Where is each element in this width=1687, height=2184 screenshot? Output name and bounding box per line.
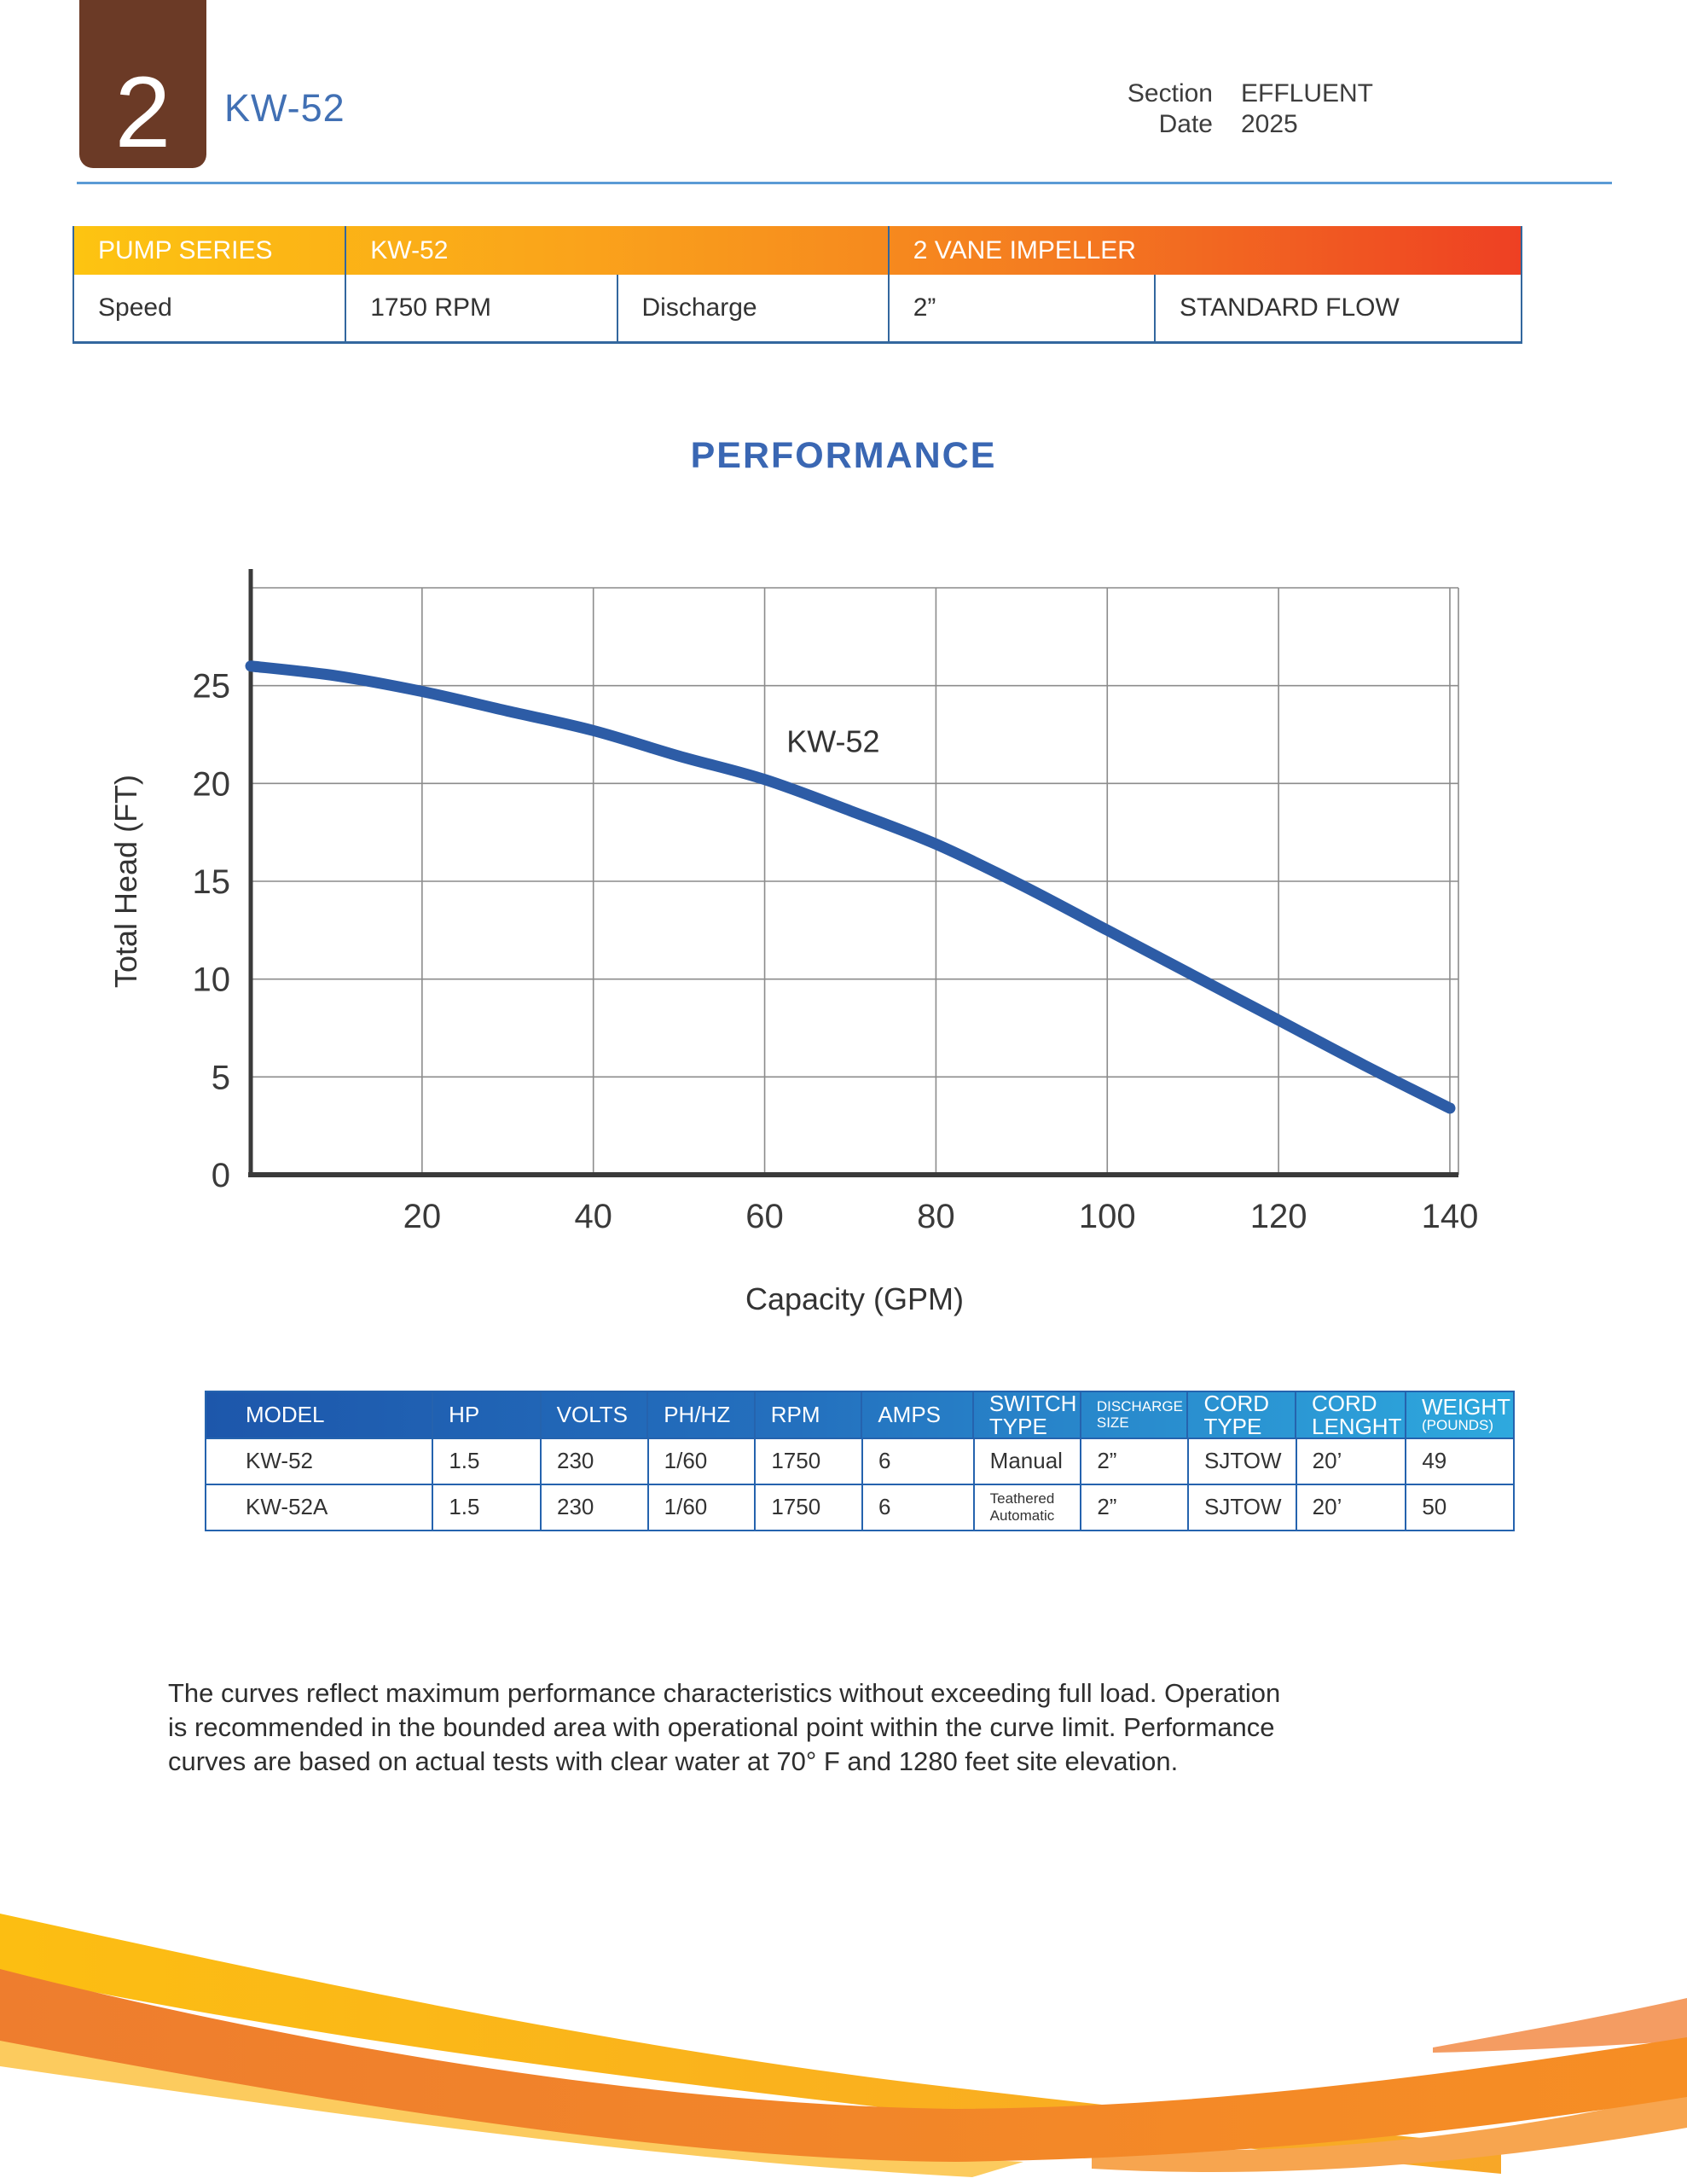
- y-tick-label: 15: [192, 863, 230, 901]
- meta-section-row: [1058, 78, 1373, 109]
- x-tick-label: 140: [1421, 1198, 1479, 1235]
- spec-table-cell: 6: [863, 1439, 975, 1484]
- spec-header-cell: WEIGHT (POUNDS): [1422, 1393, 1510, 1434]
- spec-table-cell: 1.5: [433, 1439, 542, 1484]
- x-tick-label: 40: [574, 1198, 612, 1235]
- x-tick-label: 100: [1078, 1198, 1136, 1235]
- footer-note-line: The curves reflect maximum performance characteristics without exceeding full load. Operation: [168, 1678, 1281, 1708]
- spec-header-cell: MODEL: [206, 1392, 433, 1438]
- spec-table-cell: 2”: [1081, 1485, 1189, 1530]
- date-label: Date: [1158, 110, 1213, 138]
- spec-table-cell: KW-52A: [206, 1485, 433, 1530]
- pump-header-cell: 2 VANE IMPELLER: [913, 235, 1136, 264]
- x-axis-title: Capacity (GPM): [745, 1281, 965, 1316]
- spec-table-cell: 2”: [1081, 1439, 1189, 1484]
- pump-body-cell: STANDARD FLOW: [1180, 293, 1400, 322]
- spec-header-cell: CORD TYPE: [1188, 1392, 1296, 1438]
- section-label: Section: [1127, 79, 1213, 107]
- pump-header-cell: PUMP SERIES: [74, 226, 346, 275]
- spec-table-cell: 1/60: [649, 1485, 757, 1530]
- spec-table-cell: 6: [863, 1485, 975, 1530]
- header-divider-rule: [77, 182, 1612, 184]
- y-axis-title: Total Head (FT): [108, 774, 143, 989]
- spec-header-cell: CORD LENGHT: [1296, 1392, 1406, 1438]
- spec-table-cell: 230: [542, 1485, 649, 1530]
- spec-table-cell: 20’: [1297, 1485, 1407, 1530]
- performance-chart-svg: [102, 556, 1518, 1333]
- pump-summary-body-row: [74, 275, 1521, 341]
- footer-note-line: is recommended in the bounded area with operational point within the curve limit. Performance: [168, 1712, 1275, 1742]
- x-tick-label: 20: [403, 1198, 442, 1235]
- spec-table-rows: [206, 1438, 1513, 1530]
- spec-table-cell: 1/60: [649, 1439, 757, 1484]
- curve-label: KW-52: [786, 723, 880, 759]
- y-tick-label: 10: [192, 961, 230, 999]
- spec-table-cell: 49: [1422, 1448, 1447, 1474]
- spec-table-cell: 1.5: [433, 1485, 542, 1530]
- spec-table: [205, 1391, 1515, 1531]
- page-title: KW-52: [224, 86, 345, 130]
- section-value: EFFLUENT: [1241, 79, 1374, 107]
- spec-table-cell: SJTOW: [1189, 1439, 1297, 1484]
- spec-header-cell: PH/HZ: [648, 1392, 756, 1438]
- pump-summary-header-row: [74, 226, 1521, 275]
- y-tick-label: 5: [211, 1059, 230, 1097]
- spec-table-cell: KW-52: [206, 1439, 433, 1484]
- spec-table-header-row: [206, 1392, 1513, 1438]
- footer-note-line: curves are based on actual tests with clear water at 70° F and 1280 feet site elevation.: [168, 1746, 1179, 1776]
- spec-table-cell: Manual: [975, 1439, 1082, 1484]
- date-value: 2025: [1241, 110, 1298, 138]
- pump-summary-table: [72, 226, 1522, 344]
- x-tick-label: 80: [917, 1198, 955, 1235]
- y-tick-label: 25: [192, 667, 230, 706]
- spec-header-cell: HP: [433, 1392, 542, 1438]
- spec-header-cell: DISCHARGE SIZE: [1081, 1392, 1189, 1438]
- x-tick-label: 60: [745, 1198, 784, 1235]
- performance-chart: [102, 556, 1518, 1333]
- section-number-tab: [79, 0, 206, 168]
- spec-table-cell: 50: [1422, 1494, 1447, 1520]
- pump-body-cell: Speed: [74, 275, 346, 341]
- pump-body-cell: 1750 RPM: [346, 275, 617, 341]
- spec-table-row: [206, 1438, 1513, 1484]
- spec-table-cell: 20’: [1297, 1439, 1407, 1484]
- y-tick-label: 0: [211, 1157, 230, 1194]
- pump-body-cell: Discharge: [618, 275, 890, 341]
- spec-table-cell: 1750: [756, 1439, 863, 1484]
- spec-table-cell: Teathered Automatic: [975, 1485, 1082, 1530]
- meta-date-row: [1058, 109, 1373, 140]
- footer-note: [168, 1676, 1533, 1779]
- spec-header-cell: RPM: [756, 1392, 863, 1438]
- x-tick-label: 120: [1249, 1198, 1307, 1235]
- spec-table-cell: SJTOW: [1189, 1485, 1297, 1530]
- document-meta: [1058, 78, 1373, 140]
- pump-body-cell: 2”: [890, 275, 1156, 341]
- spec-header-cell: VOLTS: [542, 1392, 649, 1438]
- spec-table-cell: 1750: [756, 1485, 863, 1530]
- y-tick-label: 20: [192, 765, 230, 804]
- spec-table-cell: 230: [542, 1439, 649, 1484]
- spec-header-cell: AMPS: [862, 1392, 974, 1438]
- section-number: 2: [114, 56, 171, 169]
- pump-header-cell: KW-52: [346, 226, 889, 275]
- spec-header-cell: SWITCH TYPE: [974, 1392, 1081, 1438]
- decorative-swoosh: [0, 1877, 1687, 2184]
- performance-heading: PERFORMANCE: [690, 435, 997, 476]
- spec-table-row: [206, 1484, 1513, 1530]
